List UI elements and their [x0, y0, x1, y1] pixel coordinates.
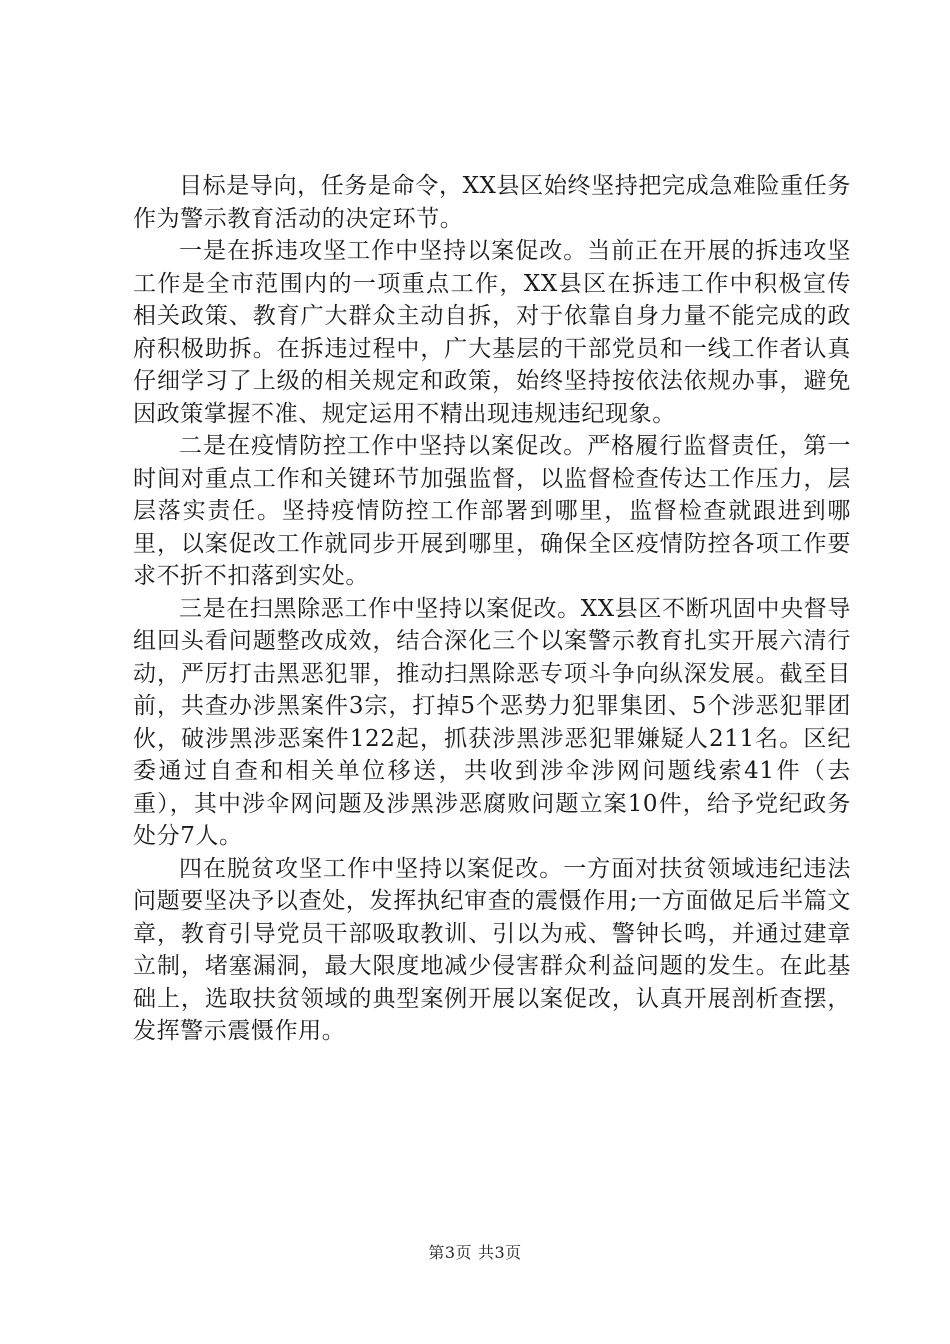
paragraph-epidemic: 二是在疫情防控工作中坚持以案促改。严格履行监督责任，第一时间对重点工作和关键环节加强监督，以监督检查传达工作压力，层层落实责任。坚持疫情防控工作部署到哪里，监督检查就跟进到哪里，以案促改工作就同步开展到哪里，确保全区疫情防控各项工作要求不折不扣落到实处。: [133, 433, 851, 589]
page-number: 第3页: [428, 1243, 472, 1262]
page-total: 共3页: [478, 1243, 522, 1262]
document-body: [133, 170, 851, 1048]
paragraph-demolition: 一是在拆违攻坚工作中坚持以案促改。当前正在开展的拆违攻坚工作是全市范围内的一项重点工作，XX县区在拆违工作中积极宣传相关政策、教育广大群众主动自拆，对于依靠自身力量不能完成的政府积极助拆。在拆违过程中，广大基层的干部党员和一线工作者认真仔细学习了上级的相关规定和政策，始终坚持按依法依规办事，避免因政策掌握不准、规定运用不精出现违规违纪现象。: [133, 238, 851, 427]
page-footer: [0, 1243, 950, 1263]
paragraph-intro: 目标是导向，任务是命令，XX县区始终坚持把完成急难险重任务作为警示教育活动的决定环节。: [133, 173, 851, 232]
paragraph-poverty: 四在脱贫攻坚工作中坚持以案促改。一方面对扶贫领域违纪违法问题要坚决予以查处，发挥执纪审查的震慑作用;一方面做足后半篇文章，教育引导党员干部吸取教训、引以为戒、警钟长鸣，并通过建章立制，堵塞漏洞，最大限度地减少侵害群众利益问题的发生。在此基础上，选取扶贫领域的典型案例开展以案促改，认真开展剖析查摆，发挥警示震慑作用。: [133, 855, 851, 1044]
paragraph-anti-crime: 三是在扫黑除恶工作中坚持以案促改。XX县区不断巩固中央督导组回头看问题整改成效，结合深化三个以案警示教育扎实开展六清行动，严厉打击黑恶犯罪，推动扫黑除恶专项斗争向纵深发展。截至目前，共查办涉黑案件3宗，打掉5个恶势力犯罪集团、5个涉恶犯罪团伙，破涉黑涉恶案件122起，抓获涉黑涉恶犯罪嫌疑人211名。区纪委通过自查和相关单位移送，共收到涉伞涉网问题线索41件（去重），其中涉伞网问题及涉黑涉恶腐败问题立案10件，给予党纪政务处分7人。: [133, 595, 851, 849]
